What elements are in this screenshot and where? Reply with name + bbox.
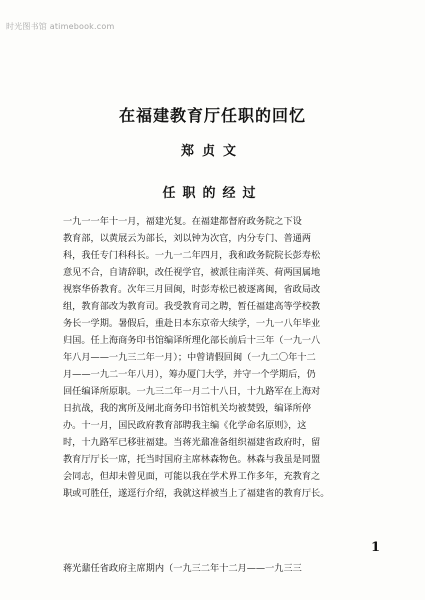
text-line: 归国。任上海商务印书馆编译所理化部长前后十三年（一九一八 [63,335,321,346]
text-line: 回任编译所原职。一九三二年一月二十八日，十九路军在上海对 [63,386,321,397]
text-line: 视察华侨教育。次年三月回闽，时彭寿松已被逐离闽，省政局改 [63,284,321,295]
text-line: 蒋光鼐任省政府主席期内（一九三二年十二月——一九三三 [63,563,302,574]
text-line: 时，十九路军已移驻福建。当蒋光鼐准备组织福建省政府时，留 [63,437,321,448]
section-title: 任职的经过 [162,186,263,201]
text-line: 一九一一年十一月，福建光复。在福建都督府政务院之下设 [63,216,302,227]
text-line: 会同志，但却未曾见面，可能以我在学术界工作多年，充教育之 [63,471,321,482]
text-line: 务长一学期。暑假后，重赴日本东京帝大续学，一九一八年毕业 [63,318,321,329]
text-line: 月——一九二一年八月），筹办厦门大学，并守一个学期后，仍 [63,369,316,380]
article-author: 郑贞文 [180,144,244,159]
text-line: 教育厅厅长一席，托当时国府主席林森物色。林森与我虽是同盟 [63,454,321,465]
text-line: 教育部，以黄展云为部长，刘以钟为次官，内分专门、普通两 [63,233,312,244]
body-paragraph [63,213,379,502]
text-line: 日抗战，我的寓所及闸北商务印书馆机关均被焚毁，编译所停 [63,403,312,414]
watermark: 时光图书馆 atimebook.com [6,22,115,31]
text-line: 组，教育部改为教育司。我受教育司之聘，暂任福建高等学校教 [63,301,321,312]
article-title: 在福建教育厅任职的回忆 [118,106,306,125]
text-line: 职或可胜任，遂逕行介绍，我就这样被当上了福建省的教育厅长。 [63,488,330,499]
text-line: 办。十一月，国民政府教育部聘我主编《化学命名原则》，这 [63,420,307,431]
continuation-paragraph [63,560,379,577]
text-line: 意见不合，自请辞职，改任视学官，被派往南洋英、荷两国属地 [63,267,321,278]
text-line: 科，我任专门科科长。一九一二年四月，我和政务院院长彭寿松 [63,250,321,261]
text-line: 年八月——一九三二年一月）；中曾请假回闽（一九二〇年十二 [63,352,316,363]
page-number: 1 [371,540,381,555]
